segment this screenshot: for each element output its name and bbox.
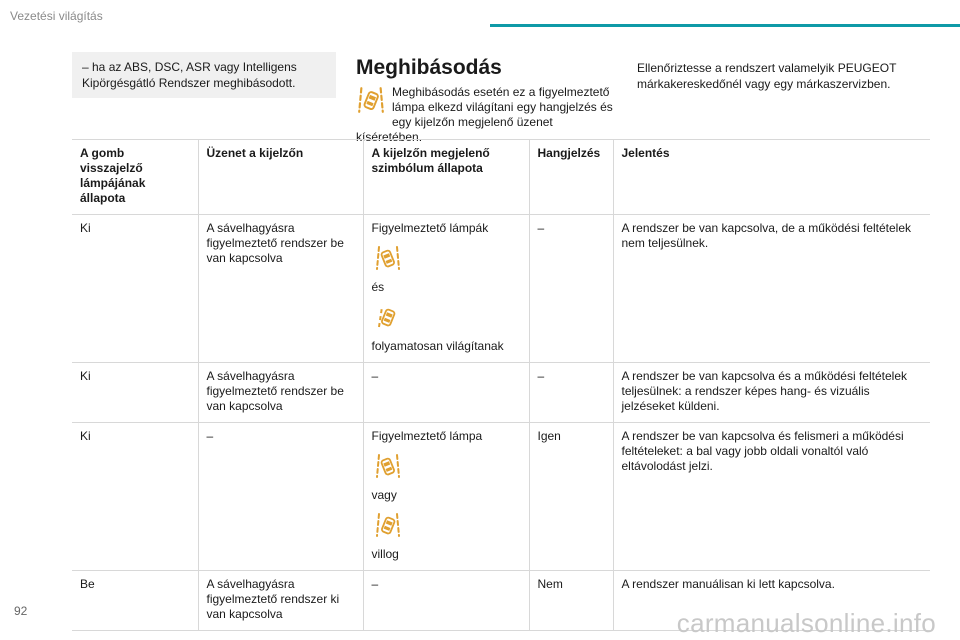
symbol-text: Figyelmeztető lámpa <box>371 429 483 443</box>
dealer-check-text: Ellenőriztesse a rendszert valamelyik PEUGEOT márkakereskedőnél vagy egy márkaszervizben. <box>637 61 897 91</box>
lane-warning-icon <box>356 85 386 119</box>
lane-warning-left-icon <box>374 511 521 539</box>
watermark: carmanualsonline.info <box>676 608 936 638</box>
cell-symbol: – <box>363 571 529 631</box>
cell-sound: Igen <box>529 423 613 571</box>
symbol-text: folyamatosan világítanak <box>371 339 504 353</box>
status-table <box>72 139 930 631</box>
cell-message: A sávelhagyásra figyelmeztető rendszer be van kapcsolva <box>198 215 363 363</box>
cell-sound: Nem <box>529 571 613 631</box>
page-number: 92 <box>14 604 28 618</box>
cell-sound: – <box>529 215 613 363</box>
col-header-sound: Hangjelzés <box>529 140 613 215</box>
section-heading: Meghibásodás <box>356 56 502 79</box>
cell-lamp: Ki <box>72 215 198 363</box>
cell-meaning: A rendszer be van kapcsolva és felismeri a működési feltételeket: a bal vagy jobb oldali vonaltól való eltávolodást jelzi. <box>613 423 930 571</box>
cell-message: – <box>198 423 363 571</box>
cell-symbol: – <box>363 363 529 423</box>
cell-meaning: A rendszer be van kapcsolva, de a működési feltételek nem teljesülnek. <box>613 215 930 363</box>
table-row <box>72 423 930 571</box>
cell-symbol <box>363 215 529 363</box>
lane-warning-right-icon <box>374 452 521 480</box>
symbol-text: Figyelmeztető lámpák <box>371 221 489 235</box>
cell-message: A sávelhagyásra figyelmeztető rendszer be van kapcsolva <box>198 363 363 423</box>
intro-paragraph <box>356 85 620 145</box>
symbol-text: vagy <box>371 488 397 502</box>
col-header-symbol: A kijelzőn megjelenő szimbólum állapota <box>363 140 529 215</box>
col-header-lamp: A gomb visszajelző lámpájának állapota <box>72 140 198 215</box>
col-header-message: Üzenet a kijelzőn <box>198 140 363 215</box>
note-box: – ha az ABS, DSC, ASR vagy Intelligens Kipörgésgátló Rendszer meghibásodott. <box>72 52 336 98</box>
cell-lamp: Ki <box>72 363 198 423</box>
col-header-meaning: Jelentés <box>613 140 930 215</box>
lane-warning-right-icon <box>374 244 521 272</box>
cell-sound: – <box>529 363 613 423</box>
symbol-text: villog <box>371 547 399 561</box>
symbol-text: és <box>371 280 385 294</box>
cell-symbol <box>363 423 529 571</box>
cell-meaning: A rendszer manuálisan ki lett kapcsolva. <box>613 571 930 631</box>
table-row <box>72 215 930 363</box>
page-section-title: Vezetési világítás <box>10 9 103 23</box>
table-row <box>72 363 930 423</box>
header-accent-bar <box>490 24 960 27</box>
cell-lamp: Ki <box>72 423 198 571</box>
cell-meaning: A rendszer be van kapcsolva és a működési feltételek teljesülnek: a rendszer képes hang- és vizuális jelzéseket küldeni. <box>613 363 930 423</box>
table-header-row <box>72 140 930 215</box>
cell-message: A sávelhagyásra figyelmeztető rendszer ki van kapcsolva <box>198 571 363 631</box>
lane-warning-plain-icon <box>374 303 521 331</box>
intro-text: Meghibásodás esetén ez a figyelmeztető lámpa elkezd világítani egy hangjelzés és egy kijelzőn megjelenő üzenet kíséretében. <box>356 85 613 144</box>
cell-lamp: Be <box>72 571 198 631</box>
